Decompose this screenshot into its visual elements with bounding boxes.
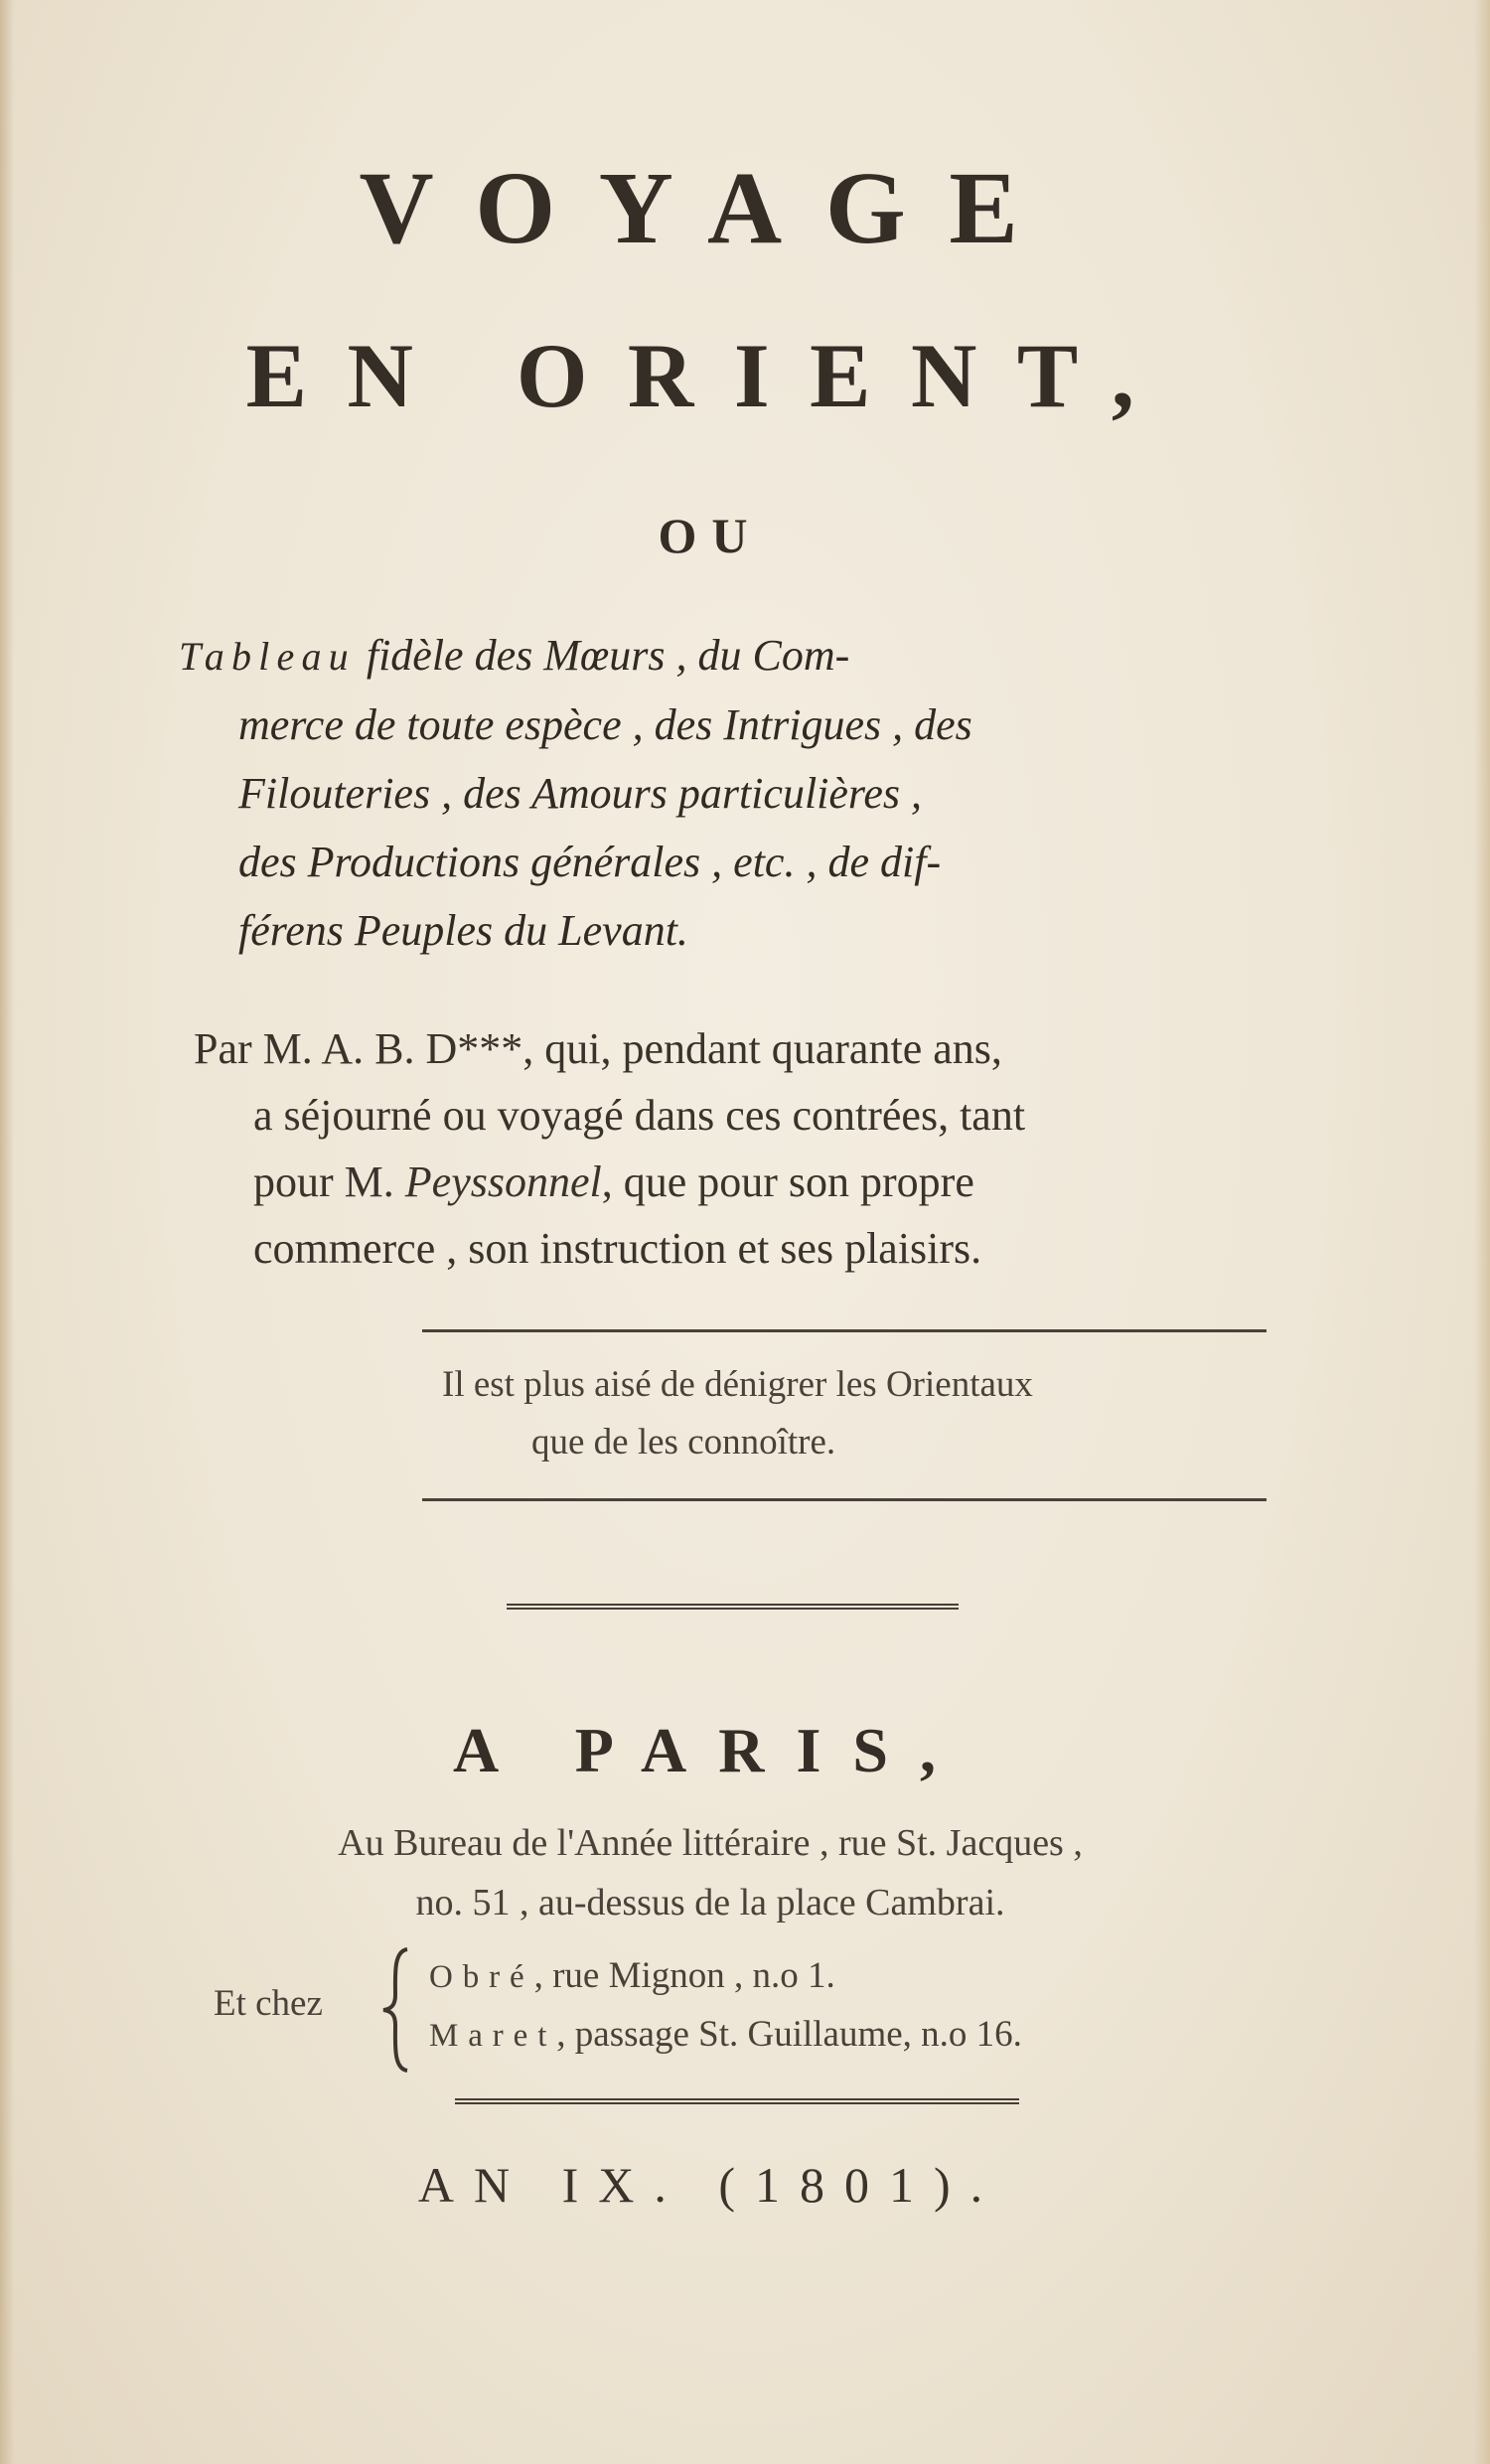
main-title: VOYAGE	[359, 151, 1062, 265]
subtitle-line-2: merce de toute espèce , des Intrigues , des	[238, 700, 972, 749]
seller-1-name: Obré	[429, 1959, 534, 1995]
imprint-place: A PARIS,	[453, 1715, 968, 1785]
author-line-3	[194, 1149, 1025, 1215]
epigraph-line-2: que de les connoître.	[531, 1422, 836, 1463]
author-line-4: commerce , son instruction et ses plaisirs.	[253, 1224, 982, 1273]
ornamental-divider-bottom	[455, 2098, 1019, 2104]
author-statement	[194, 1015, 1025, 1282]
seller-1-address: , rue Mignon , n.o 1.	[533, 1955, 835, 1996]
title-conjunction: OU	[658, 508, 763, 563]
seller-1	[429, 1947, 1022, 2006]
motto-rule-top	[422, 1329, 1266, 1332]
author-line-3-pre: pour M.	[253, 1157, 405, 1206]
curly-brace-icon	[379, 1945, 415, 2075]
page-edge-right	[1474, 0, 1490, 2464]
ornamental-divider	[507, 1604, 959, 1610]
epigraph	[442, 1356, 1033, 1471]
seller-2	[429, 2006, 1022, 2065]
title-second-line: EN ORIENT,	[245, 325, 1175, 426]
subtitle-lead-word: Tableau	[179, 634, 356, 679]
author-line-3-post: , que pour son propre	[601, 1157, 974, 1206]
booksellers-list	[429, 1947, 1022, 2065]
subtitle-line-3: Filouteries , des Amours particulières ,	[238, 769, 923, 818]
subtitle-line-1-rest: fidèle des Mœurs , du Com-	[355, 631, 850, 680]
seller-2-address: , passage St. Guillaume, n.o 16.	[556, 2014, 1022, 2055]
publication-date: AN IX. (1801).	[417, 2157, 1003, 2213]
author-line-2: a séjourné ou voyagé dans ces contrées, tant	[253, 1091, 1026, 1140]
also-sold-label: Et chez	[214, 1983, 323, 2024]
subtitle-line-1	[179, 621, 972, 691]
author-line-1: Par M. A. B. D***, qui, pendant quarante ans,	[194, 1024, 1002, 1073]
seller-2-name: Maret	[429, 2018, 557, 2054]
publisher-line-2: no. 51 , au-dessus de la place Cambrai.	[415, 1882, 1005, 1924]
epigraph-line-1: Il est plus aisé de dénigrer les Orientaux	[442, 1364, 1033, 1405]
subtitle	[179, 621, 972, 965]
author-line-3-name: Peyssonnel	[404, 1157, 602, 1206]
publisher-address	[0, 1813, 1420, 1932]
motto-rule-bottom	[422, 1498, 1266, 1501]
subtitle-line-5: férens Peuples du Levant.	[238, 906, 688, 955]
publisher-line-1: Au Bureau de l'Année littéraire , rue St. Jacques ,	[338, 1822, 1083, 1864]
subtitle-line-4: des Productions générales , etc. , de dif-	[238, 838, 942, 886]
